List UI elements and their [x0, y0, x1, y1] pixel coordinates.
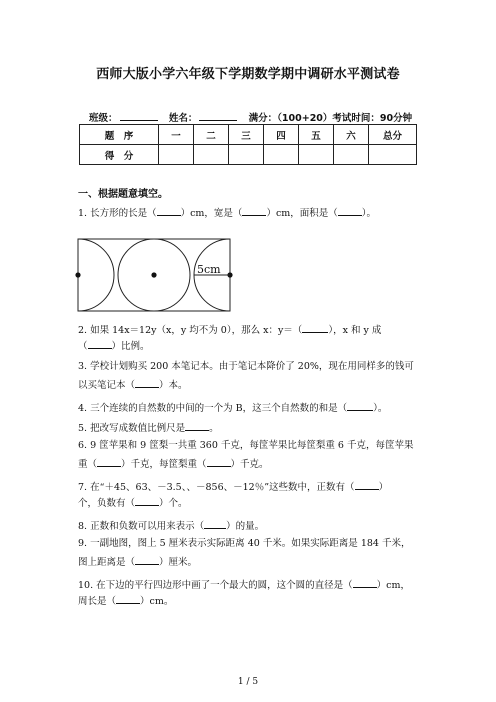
page-number: 1 / 5: [237, 677, 259, 687]
rectangle-circles-figure: [73, 235, 235, 315]
class-blank[interactable]: [120, 111, 158, 121]
header-cell: 五: [299, 125, 334, 145]
answer-blank[interactable]: [116, 593, 140, 604]
section-heading-1: 一、根据题意填空。: [78, 189, 168, 200]
question-2: 2. 如果 14x＝12y（x，y 均不为 0），那么 x：y＝（ ），x 和 y 成: [78, 322, 381, 337]
answer-blank[interactable]: [97, 456, 121, 467]
answer-blank[interactable]: [157, 205, 181, 216]
question-1: 1. 长方形的长是（ ）cm，宽是（ ）cm，面积是（ ）。: [78, 205, 376, 220]
left-center-dot: [75, 272, 80, 277]
header-cell: 四: [264, 125, 299, 145]
header-cell: 六: [334, 125, 369, 145]
question-3: 3. 学校计划购买 200 本笔记本。由于笔记本降价了 20%，现在用同样多的钱可: [78, 361, 414, 372]
answer-blank[interactable]: [353, 577, 377, 588]
answer-blank[interactable]: [88, 338, 112, 349]
answer-blank[interactable]: [207, 456, 231, 467]
answer-blank[interactable]: [204, 518, 226, 529]
score-cell[interactable]: [299, 145, 334, 165]
exam-info-line: [89, 110, 412, 124]
name-label: 姓名：: [168, 113, 198, 124]
score-table-score-row: [80, 145, 417, 165]
answer-blank[interactable]: [185, 420, 209, 431]
score-table: [79, 124, 417, 165]
page-title: 西师大版小学六年级下学期数学期中调研水平测试卷: [96, 67, 400, 82]
question-9: 9. 一副地图，图上 5 厘米表示实际距离 40 千米。如果实际距离是 184 千米，: [78, 538, 411, 549]
header-cell: 一: [159, 125, 194, 145]
score-cell[interactable]: [264, 145, 299, 165]
answer-blank[interactable]: [135, 377, 159, 388]
question-8: 8. 正数和负数可以用来表示（ ）的量。: [78, 518, 264, 533]
name-blank[interactable]: [199, 111, 237, 121]
score-cell[interactable]: [369, 145, 417, 165]
question-3-cont: 以买笔记本（ ）本。: [78, 377, 188, 391]
question-6-cont: 重（ ）千克，每筐梨重（ ）千克。: [78, 456, 269, 470]
header-cell: 三: [229, 125, 264, 145]
question-6: 6. 9 筐苹果和 9 筐梨一共重 360 千克，每筐苹果比每筐梨重 6 千克，每筐苹果: [78, 440, 414, 451]
question-4: 4. 三个连续的自然数的中间的一个为 B，这三个自然数的和是（ ）。: [78, 400, 387, 415]
score-cell[interactable]: [194, 145, 229, 165]
answer-blank[interactable]: [302, 322, 328, 333]
score-cell[interactable]: [229, 145, 264, 165]
question-10-cont: 周长是（ ）cm。: [78, 593, 173, 607]
answer-blank[interactable]: [135, 495, 159, 506]
middle-center-dot: [151, 272, 156, 277]
full-score-text: 满分：（100+20）考试时间：90分钟: [248, 113, 413, 124]
answer-blank[interactable]: [242, 205, 266, 216]
answer-blank[interactable]: [347, 400, 373, 411]
answer-blank[interactable]: [135, 554, 159, 565]
score-cell[interactable]: [159, 145, 194, 165]
header-cell: 二: [194, 125, 229, 145]
header-cell: 题 序: [80, 125, 159, 145]
answer-blank[interactable]: [338, 205, 362, 216]
score-cell[interactable]: [334, 145, 369, 165]
class-label: 班级：: [89, 113, 118, 124]
question-7: 7. 在“＋45、63、－3.5、、－856、－12％”这些数中，正数有（ ）: [78, 479, 388, 494]
header-cell: 总分: [369, 125, 417, 145]
question-9-cont: 图上距离是（ ）厘米。: [78, 554, 197, 568]
score-row-label: 得 分: [80, 145, 159, 165]
answer-blank[interactable]: [355, 479, 379, 490]
radius-label: 5cm: [197, 263, 221, 276]
question-7-cont: 个，负数有（ ）个。: [78, 495, 188, 509]
question-5: 5. 把改写成数值比例尺是 。: [78, 420, 219, 435]
figure-left-semicircle: [78, 239, 114, 311]
question-2-cont: （ ）比例。: [78, 338, 150, 352]
score-table-header-row: [80, 125, 417, 145]
question-10: 10. 在下边的平行四边形中画了一个最大的圆，这个圆的直径是（ ）cm，: [78, 577, 410, 592]
